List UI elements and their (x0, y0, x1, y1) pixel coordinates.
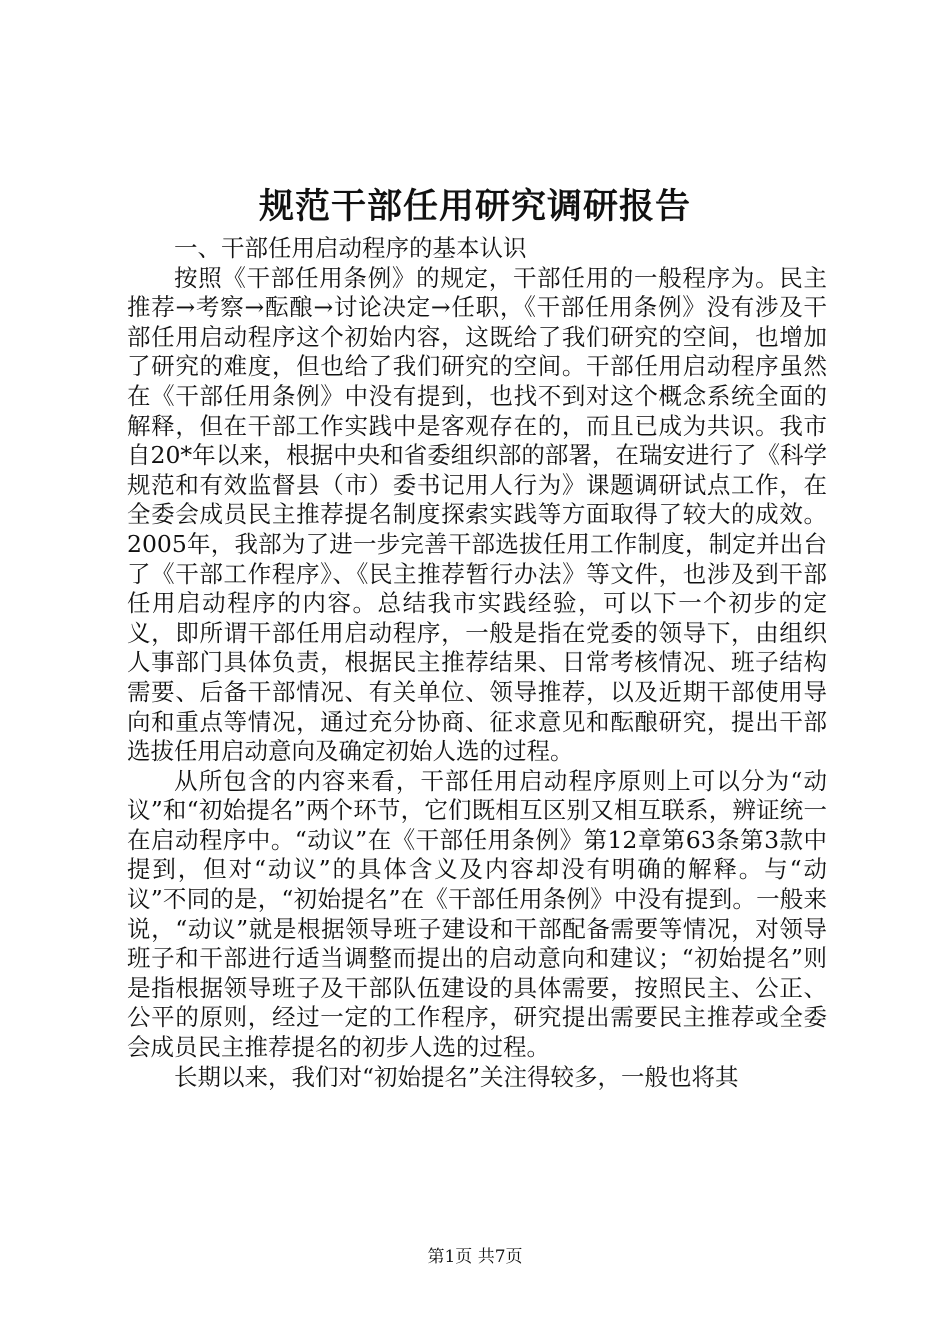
body-paragraph: 从所包含的内容来看，干部任用启动程序原则上可以分为“动议”和“初始提名”两个环节，它们既相互区别又相互联系，辨证统一在启动程序中。“动议”在《干部任用条例》第12章第63条第3款中提到，但对“动议”的具体含义及内容却没有明确的解释。与“动议”不同的是，“初始提名”在《干部任用条例》中没有提到。一般来说，“动议”就是根据领导班子建设和干部配备需要等情况，对领导班子和干部进行适当调整而提出的启动意向和建议；“初始提名”则是指根据领导班子及干部队伍建设的具体需要，按照民主、公正、公平的原则，经过一定的工作程序，研究提出需要民主推荐或全委会成员民主推荐提名的初步人选的过程。 (127, 766, 827, 1062)
page-number-footer: 第1页 共7页 (427, 1247, 523, 1267)
section-heading: 一、干部任用启动程序的基本认识 (174, 234, 527, 262)
document-title: 规范干部任用研究调研报告 (258, 186, 691, 227)
body-paragraph: 按照《干部任用条例》的规定，干部任用的一般程序为。民主推荐→考察→酝酿→讨论决定→任职，《干部任用条例》没有涉及干部任用启动程序这个初始内容，这既给了我们研究的空间，也增加了研究的难度，但也给了我们研究的空间。干部任用启动程序虽然在《干部任用条例》中没有提到，也找不到对这个概念系统全面的解释，但在干部工作实践中是客观存在的，而且已成为共识。我市自20*年以来，根据中央和省委组织部的部署，在瑞安进行了《科学规范和有效监督县（市）委书记用人行为》课题调研试点工作，在全委会成员民主推荐提名制度探索实践等方面取得了较大的成效。2005年，我部为了进一步完善干部选拔任用工作制度，制定并出台了《干部工作程序》、《民主推荐暂行办法》等文件，也涉及到干部任用启动程序的内容。总结我市实践经验，可以下一个初步的定义，即所谓干部任用启动程序，一般是指在党委的领导下，由组织人事部门具体负责，根据民主推荐结果、日常考核情况、班子结构需要、后备干部情况、有关单位、领导推荐，以及近期干部使用导向和重点等情况，通过充分协商、征求意见和酝酿研究，提出干部选拔任用启动意向及确定初始人选的过程。 (127, 263, 827, 766)
document-body (127, 234, 827, 1092)
body-paragraph: 长期以来，我们对“初始提名”关注得较多，一般也将其 (174, 1062, 739, 1091)
